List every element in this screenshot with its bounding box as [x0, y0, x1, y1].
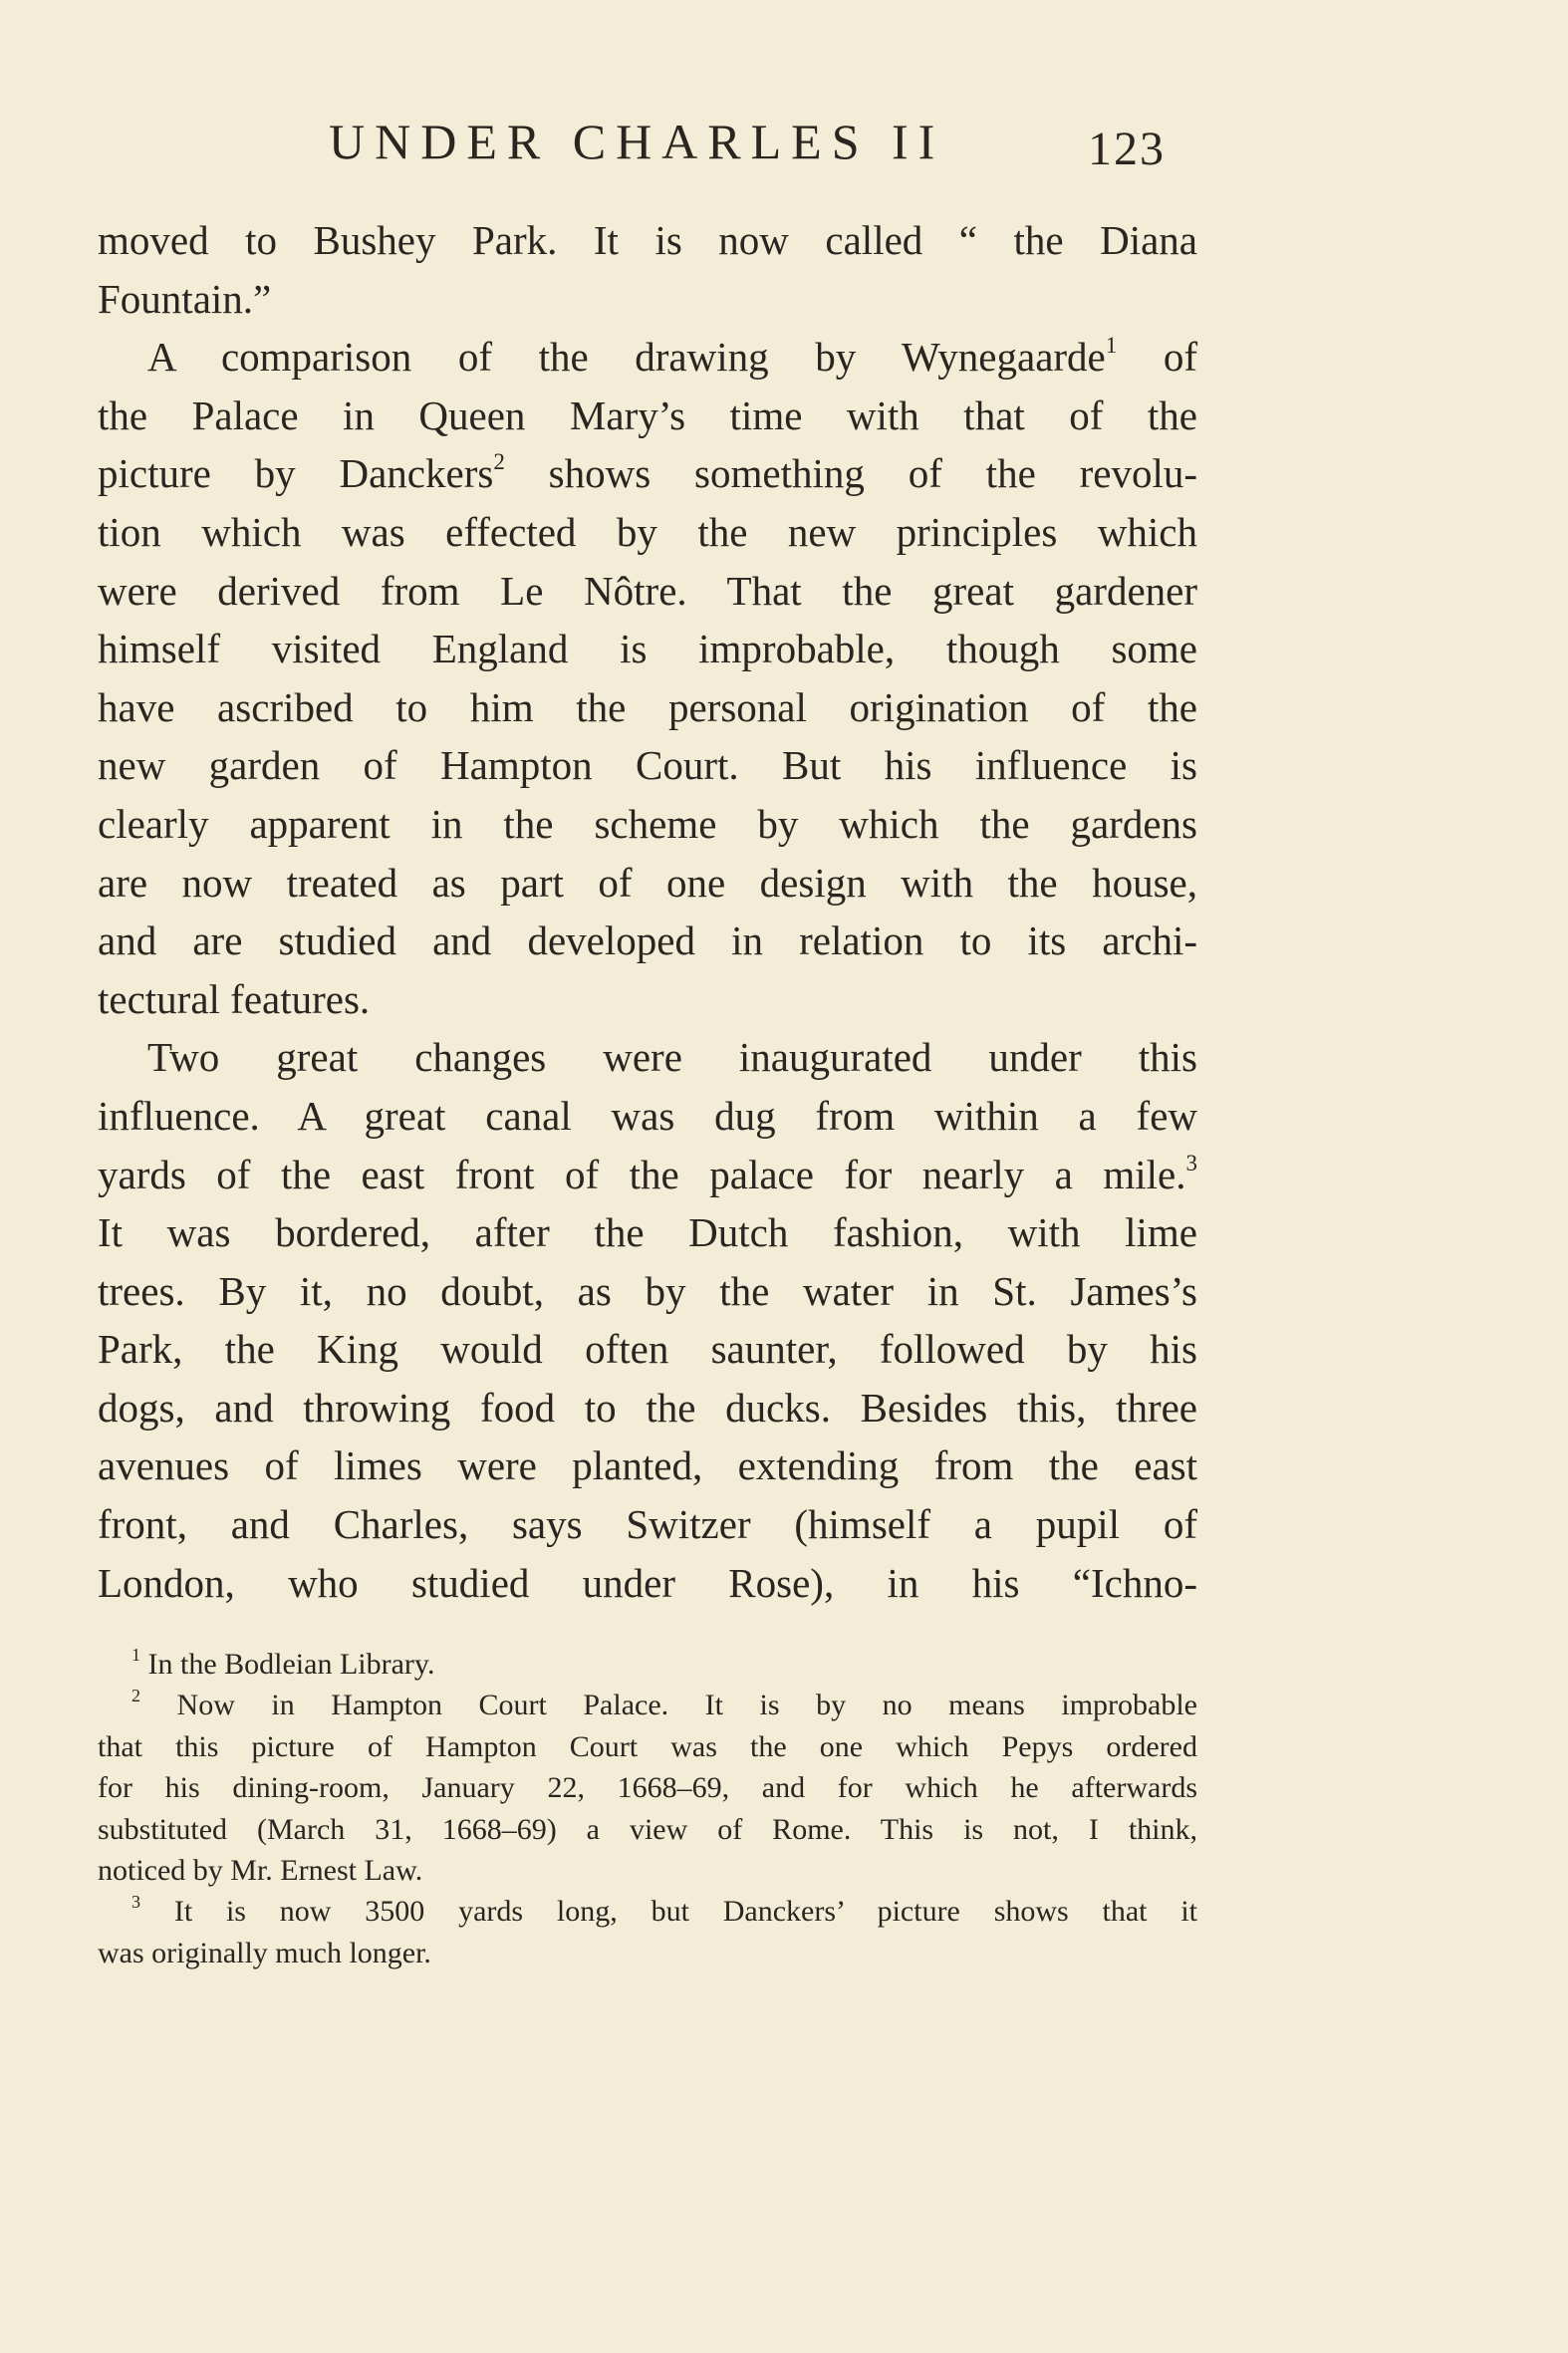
- footnote-ref: 1: [1105, 333, 1118, 359]
- footnote-line: [98, 1685, 1197, 1725]
- running-head: [0, 112, 1568, 175]
- text-line: tion which was effected by the new principles which: [98, 508, 1197, 555]
- text-line: himself visited England is improbable, though some: [98, 626, 1197, 672]
- text-segment: A comparison of the drawing by Wynegaarde: [147, 334, 1106, 381]
- footnote-marker: 3: [131, 1892, 140, 1913]
- footnote-line: substituted (March 31, 1668–69) a view of Rome. This is not, I think,: [98, 1812, 1197, 1846]
- footnote-line: that this picture of Hampton Court was the one which Pepys ordered: [98, 1729, 1197, 1763]
- text-line: dogs, and throwing food to the ducks. Besides this, three: [98, 1384, 1197, 1431]
- text-segment: shows something of the revolu-: [548, 450, 1198, 497]
- text-line: and are studied and developed in relation to its archi-: [98, 917, 1197, 964]
- footnote-ref: 3: [1185, 1150, 1197, 1176]
- text-segment: yards of the east front of the palace for nearly a mile.: [98, 1151, 1186, 1197]
- footnote-text: It is now 3500 yards long, but Danckers’ picture shows that it: [173, 1895, 1198, 1929]
- footnote-line: was originally much longer.: [98, 1936, 431, 1969]
- text-line: Two great changes were inaugurated under this: [147, 1034, 1197, 1081]
- footnotes: [98, 1644, 1197, 1973]
- text-line: moved to Bushey Park. It is now called “ the Diana: [98, 217, 1197, 263]
- text-line: [98, 1146, 1197, 1204]
- footnote-marker: 1: [131, 1645, 140, 1665]
- footnote-line: [98, 1891, 1197, 1932]
- footnote-line: noticed by Mr. Ernest Law.: [98, 1853, 423, 1887]
- text-line: front, and Charles, says Switzer (himself a pupil of: [98, 1501, 1197, 1548]
- text-line: It was bordered, after the Dutch fashion, with lime: [98, 1209, 1197, 1256]
- footnote-ref: 2: [493, 449, 505, 475]
- text-line: influence. A great canal was dug from within a few: [98, 1092, 1197, 1139]
- text-line: avenues of limes were planted, extending from the east: [98, 1442, 1197, 1489]
- text-line: tectural features.: [98, 975, 371, 1022]
- text-line: trees. By it, no doubt, as by the water in St. James’s: [98, 1267, 1197, 1314]
- text-line: London, who studied under Rose), in his “Ichno-: [98, 1559, 1197, 1606]
- running-title: UNDER CHARLES II: [329, 114, 945, 169]
- text-segment: picture by Danckers: [98, 450, 494, 497]
- text-line: new garden of Hampton Court. But his influence is: [98, 742, 1197, 789]
- text-line: Fountain.”: [98, 275, 272, 322]
- footnote-line: [98, 1644, 1197, 1685]
- footnote-line: for his dining-room, January 22, 1668–69, and for which he afterwards: [98, 1771, 1197, 1805]
- footnote-marker: 2: [131, 1686, 140, 1706]
- text-line: the Palace in Queen Mary’s time with that of the: [98, 392, 1197, 438]
- text-line: are now treated as part of one design with the house,: [98, 859, 1197, 906]
- text-line: were derived from Le Nôtre. That the great gardener: [98, 567, 1197, 614]
- page-number: 123: [1088, 123, 1166, 175]
- footnote-text: Now in Hampton Court Palace. It is by no means improbable: [176, 1689, 1197, 1722]
- text-line: Park, the King would often saunter, followed by his: [98, 1326, 1197, 1373]
- footnote-text: In the Bodleian Library.: [147, 1648, 435, 1681]
- text-line: have ascribed to him the personal origination of the: [98, 683, 1197, 730]
- text-line: [98, 444, 1197, 503]
- text-line: clearly apparent in the scheme by which the gardens: [98, 800, 1197, 847]
- text-line: [98, 328, 1197, 387]
- text-segment: of: [1163, 334, 1198, 381]
- body-text: [98, 211, 1197, 1612]
